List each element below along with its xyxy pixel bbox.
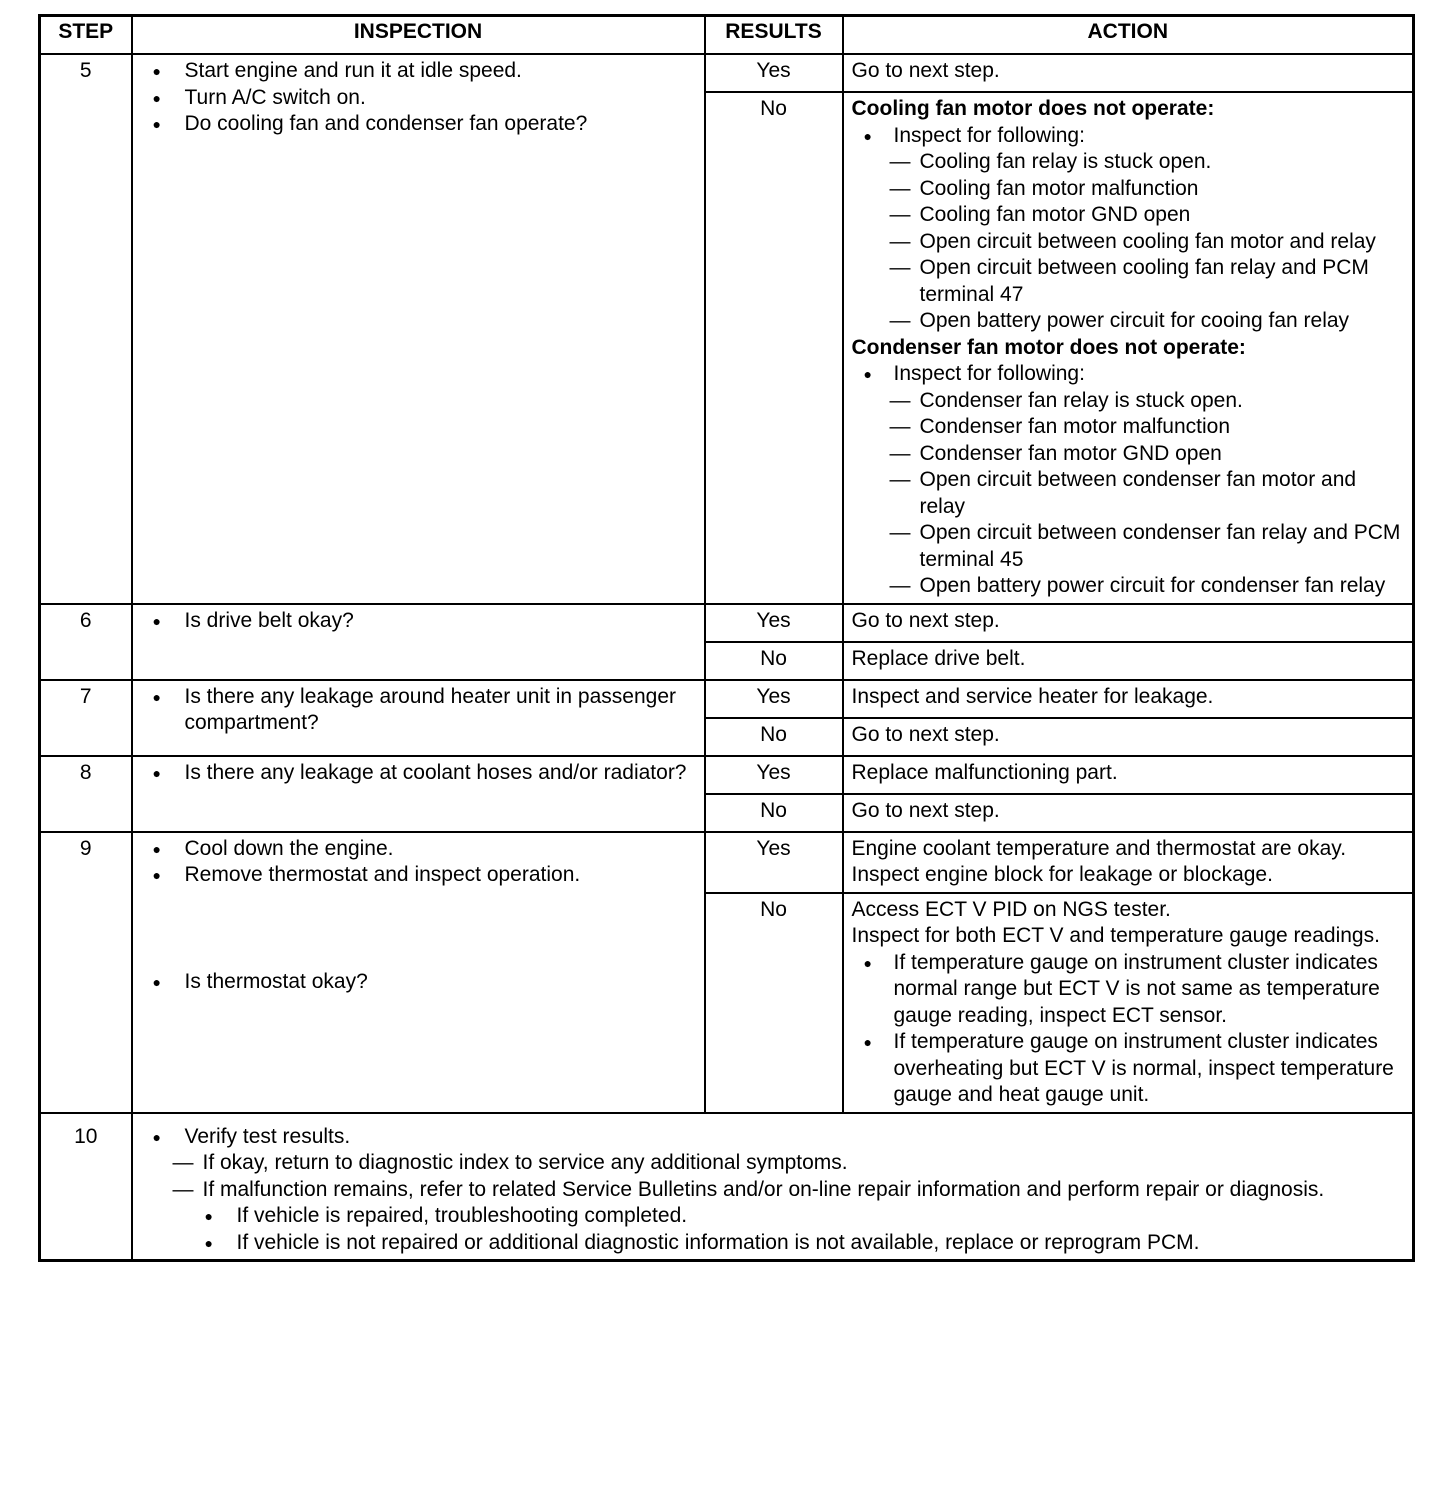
result-yes: Yes bbox=[705, 756, 843, 794]
action-bullet: ● Inspect for following: bbox=[856, 123, 1405, 150]
action-sub-item: — Open circuit between cooling fan relay and PCM terminal 47 bbox=[890, 255, 1405, 308]
cooling-fan-heading: Cooling fan motor does not operate: bbox=[851, 97, 1215, 120]
action-line: Inspect for both ECT V and temperature gauge readings. bbox=[851, 924, 1380, 947]
inspection-item: ● Is thermostat okay? bbox=[153, 969, 696, 996]
action-sub-item: — Condenser fan relay is stuck open. bbox=[890, 388, 1405, 415]
result-yes: Yes bbox=[705, 680, 843, 718]
result-yes: Yes bbox=[705, 54, 843, 92]
action-yes: Replace malfunctioning part. bbox=[843, 756, 1414, 794]
result-no: No bbox=[705, 642, 843, 680]
action-sub-item: — Open circuit between condenser fan motor and relay bbox=[890, 467, 1405, 520]
step-number: 7 bbox=[40, 680, 132, 756]
step-5-inspection bbox=[132, 54, 705, 604]
action-sub-item: — Cooling fan motor malfunction bbox=[890, 176, 1405, 203]
step-7-yes-row bbox=[40, 680, 1414, 718]
header-action: ACTION bbox=[843, 16, 1414, 55]
action-yes: Go to next step. bbox=[843, 54, 1414, 92]
action-line: Access ECT V PID on NGS tester. bbox=[851, 897, 1171, 921]
step-10-row bbox=[40, 1113, 1414, 1261]
step-5-yes-row bbox=[40, 54, 1414, 92]
action-sub-item: — Open battery power circuit for condenser fan relay bbox=[890, 573, 1405, 600]
action-sub-item: — Open circuit between cooling fan motor and relay bbox=[890, 229, 1405, 256]
condenser-fan-heading: Condenser fan motor does not operate: bbox=[851, 335, 1246, 359]
step-number: 5 bbox=[40, 54, 132, 604]
action-yes: Go to next step. bbox=[843, 604, 1414, 642]
step-9-yes-action bbox=[843, 832, 1414, 893]
action-sub-item: — Cooling fan motor GND open bbox=[890, 202, 1405, 229]
step-number: 10 bbox=[40, 1113, 132, 1261]
action-sub-item: — Open circuit between condenser fan relay and PCM terminal 45 bbox=[890, 520, 1405, 573]
step-7-inspection bbox=[132, 680, 705, 756]
step-5-no-action bbox=[843, 92, 1414, 604]
header-row bbox=[40, 16, 1414, 55]
inspection-item: ● Do cooling fan and condenser fan operate? bbox=[153, 111, 696, 138]
action-line: Engine coolant temperature and thermostat are okay. bbox=[851, 836, 1347, 860]
header-step: STEP bbox=[40, 16, 132, 55]
inspection-item: ● Verify test results. bbox=[153, 1124, 1405, 1151]
inspection-item: ● Is drive belt okay? bbox=[153, 608, 696, 635]
result-yes: Yes bbox=[705, 832, 843, 893]
step-6-inspection bbox=[132, 604, 705, 680]
action-no: Go to next step. bbox=[843, 794, 1414, 832]
inspection-sub-bullet: ● If vehicle is not repaired or additional diagnostic information is not available, replace or reprogram PCM. bbox=[205, 1230, 1405, 1257]
step-8-inspection bbox=[132, 756, 705, 832]
action-no: Replace drive belt. bbox=[843, 642, 1414, 680]
inspection-item: ● Start engine and run it at idle speed. bbox=[153, 58, 696, 85]
result-no: No bbox=[705, 893, 843, 1113]
action-sub-item: — Cooling fan relay is stuck open. bbox=[890, 149, 1405, 176]
step-number: 8 bbox=[40, 756, 132, 832]
diagnostic-table bbox=[38, 14, 1415, 1262]
action-yes: Inspect and service heater for leakage. bbox=[843, 680, 1414, 718]
header-inspection: INSPECTION bbox=[132, 16, 705, 55]
result-no: No bbox=[705, 718, 843, 756]
action-bullet: ● Inspect for following: bbox=[856, 361, 1405, 388]
action-sub-item: — Condenser fan motor malfunction bbox=[890, 414, 1405, 441]
action-bullet: ● If temperature gauge on instrument cluster indicates normal range but ECT V is not same as temperature gauge reading, inspect ECT sensor. bbox=[856, 950, 1405, 1030]
inspection-item: ● Turn A/C switch on. bbox=[153, 85, 696, 112]
action-bullet: ● If temperature gauge on instrument cluster indicates overheating but ECT V is normal, inspect temperature gauge and heat gauge unit. bbox=[856, 1029, 1405, 1109]
action-sub-item: — Open battery power circuit for cooing fan relay bbox=[890, 308, 1405, 335]
inspection-item: ● Is there any leakage at coolant hoses and/or radiator? bbox=[153, 760, 696, 787]
step-10-content bbox=[132, 1113, 1414, 1261]
result-no: No bbox=[705, 794, 843, 832]
step-number: 6 bbox=[40, 604, 132, 680]
inspection-sub-item: — If okay, return to diagnostic index to service any additional symptoms. bbox=[173, 1150, 1405, 1177]
inspection-item: ● Is there any leakage around heater unit in passenger compartment? bbox=[153, 684, 696, 737]
inspection-sub-bullet: ● If vehicle is repaired, troubleshooting completed. bbox=[205, 1203, 1405, 1230]
action-sub-item: — Condenser fan motor GND open bbox=[890, 441, 1405, 468]
step-number: 9 bbox=[40, 832, 132, 1113]
step-9-no-action bbox=[843, 893, 1414, 1113]
step-9-yes-row bbox=[40, 832, 1414, 893]
result-yes: Yes bbox=[705, 604, 843, 642]
step-6-yes-row bbox=[40, 604, 1414, 642]
header-results: RESULTS bbox=[705, 16, 843, 55]
step-9-inspection bbox=[132, 832, 705, 1113]
step-8-yes-row bbox=[40, 756, 1414, 794]
inspection-item: ● Cool down the engine. bbox=[153, 836, 696, 863]
action-no: Go to next step. bbox=[843, 718, 1414, 756]
action-line: Inspect engine block for leakage or blockage. bbox=[851, 863, 1273, 886]
result-no: No bbox=[705, 92, 843, 604]
inspection-sub-item: — If malfunction remains, refer to related Service Bulletins and/or on-line repair information and perform repair or diagnosis. bbox=[173, 1177, 1405, 1204]
inspection-item: ● Remove thermostat and inspect operation. bbox=[153, 862, 696, 889]
